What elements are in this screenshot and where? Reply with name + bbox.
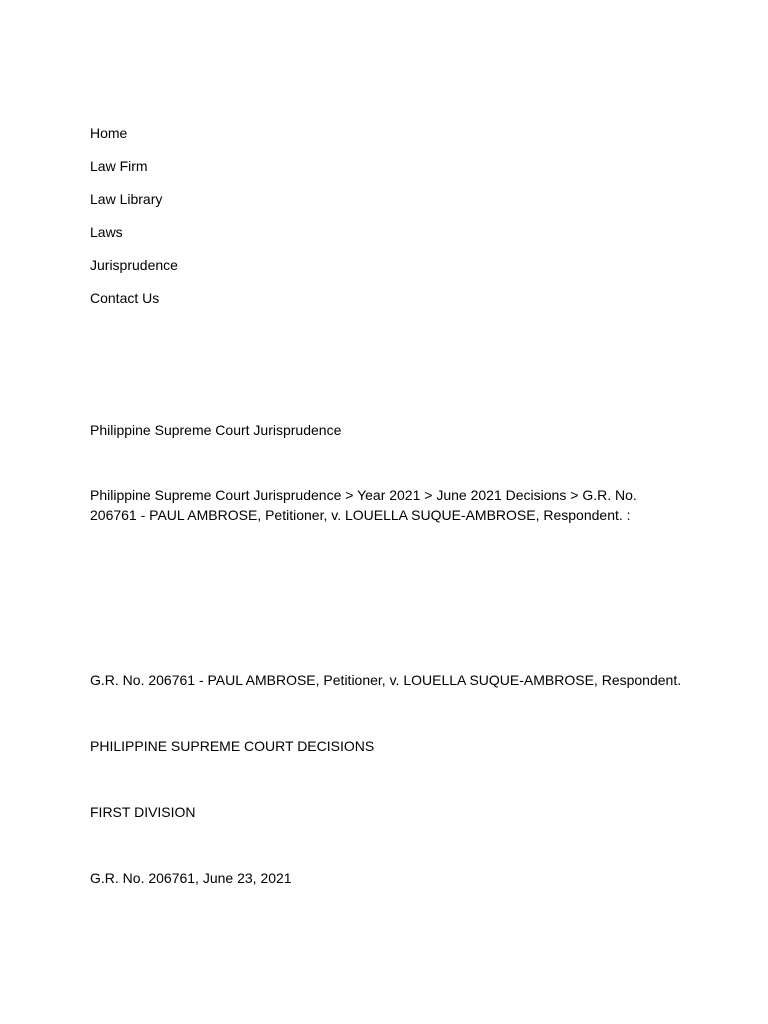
breadcrumb-link-jurisprudence[interactable]: Philippine Supreme Court Jurisprudence [90,487,342,503]
breadcrumb-link-month[interactable]: June 2021 Decisions [436,487,567,503]
nav-item-law-library [90,189,178,222]
breadcrumb-separator: > [341,487,358,503]
nav-item-contact-us [90,288,178,321]
main-nav [90,123,178,321]
nav-item-jurisprudence [90,255,178,288]
nav-link-law-library[interactable]: Law Library [90,191,163,207]
nav-link-contact-us[interactable]: Contact Us [90,290,160,306]
breadcrumb-link-year[interactable]: Year 2021 [357,487,421,503]
division-label: FIRST DIVISION [90,804,196,820]
nav-item-home [90,123,178,156]
section-title: Philippine Supreme Court Jurisprudence [90,422,342,438]
nav-item-law-firm [90,156,178,189]
nav-item-laws [90,222,178,255]
case-title: G.R. No. 206761 - PAUL AMBROSE, Petitioner, v. LOUELLA SUQUE-AMBROSE, Respondent. [90,672,682,688]
breadcrumb-current: G.R. No. 206761 - PAUL AMBROSE, Petitioner, v. LOUELLA SUQUE-AMBROSE, Respondent. [90,487,637,523]
breadcrumb-suffix: : [622,507,631,523]
nav-link-laws[interactable]: Laws [90,224,123,240]
breadcrumb [90,485,650,525]
nav-link-jurisprudence[interactable]: Jurisprudence [90,257,178,273]
nav-link-home[interactable]: Home [90,125,128,141]
breadcrumb-separator: > [566,487,583,503]
nav-link-law-firm[interactable]: Law Firm [90,158,148,174]
breadcrumb-separator: > [420,487,437,503]
decisions-heading: PHILIPPINE SUPREME COURT DECISIONS [90,738,375,754]
case-number-date: G.R. No. 206761, June 23, 2021 [90,870,292,886]
